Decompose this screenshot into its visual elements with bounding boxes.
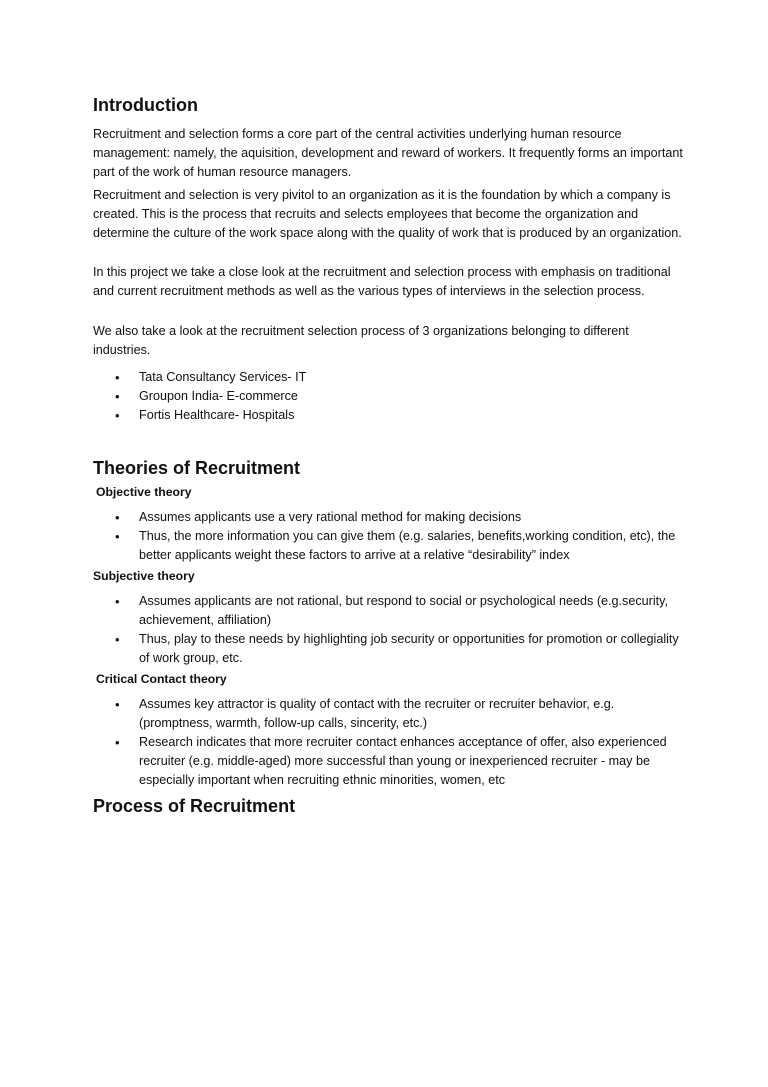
intro-paragraph-1: Recruitment and selection forms a core part of the central activities underlying human resource management: namely, the aquisition, development and reward of workers. It frequently forms an important part of the work of human resource managers. [93, 127, 683, 180]
list-item: • Assumes applicants are not rational, but respond to social or psychological needs (e.g.security, achievement, affiliation) [93, 592, 683, 630]
list-item: • Thus, play to these needs by highlighting job security or opportunities for promotion or collegiality of work group, etc. [93, 630, 683, 668]
list-item: • Research indicates that more recruiter contact enhances acceptance of offer, also experienced recruiter (e.g. middle-aged) more successful than young or inexperienced recruiter - may be especially important when recruiting ethnic minorities, women, etc [93, 733, 683, 790]
objective-theory-title: Objective theory [96, 485, 192, 500]
list-item: • Tata Consultancy Services- IT [93, 368, 683, 387]
subjective-theory-list [93, 592, 683, 668]
subjective-theory-title: Subjective theory [93, 569, 195, 584]
introduction-heading: Introduction [93, 95, 198, 115]
theories-heading: Theories of Recruitment [93, 458, 301, 479]
list-item: • Fortis Healthcare- Hospitals [93, 406, 683, 425]
list-item: • Assumes applicants use a very rational method for making decisions [93, 508, 683, 527]
list-item: • Thus, the more information you can give them (e.g. salaries, benefits,working condition, etc), the better applicants weight these factors to arrive at a relative “desirability” index [93, 527, 683, 565]
list-item: • Assumes key attractor is quality of contact with the recruiter or recruiter behavior, e.g. (promptness, warmth, follow-up calls, sincerity, etc.) [93, 695, 683, 733]
list-item: • Groupon India- E-commerce [93, 387, 683, 406]
critical-contact-theory-list [93, 695, 683, 790]
objective-theory-list [93, 508, 683, 565]
process-heading: Process of Recruitment [93, 796, 296, 817]
document-page [93, 94, 683, 817]
intro-paragraph-3: In this project we take a close look at the recruitment and selection process with emphasis on traditional and current recruitment methods as well as the various types of interviews in the selection process. [93, 265, 671, 299]
intro-paragraph-4: We also take a look at the recruitment selection process of 3 organizations belonging to different industries. [93, 323, 629, 357]
critical-contact-theory-title: Critical Contact theory [96, 672, 227, 687]
organizations-list [93, 368, 683, 425]
intro-paragraph-2: Recruitment and selection is very pivitol to an organization as it is the foundation by which a company is created. This is the process that recruits and selects employees that become the organization and determine the culture of the work space along with the quality of work that is produced by an organization. [93, 187, 682, 241]
